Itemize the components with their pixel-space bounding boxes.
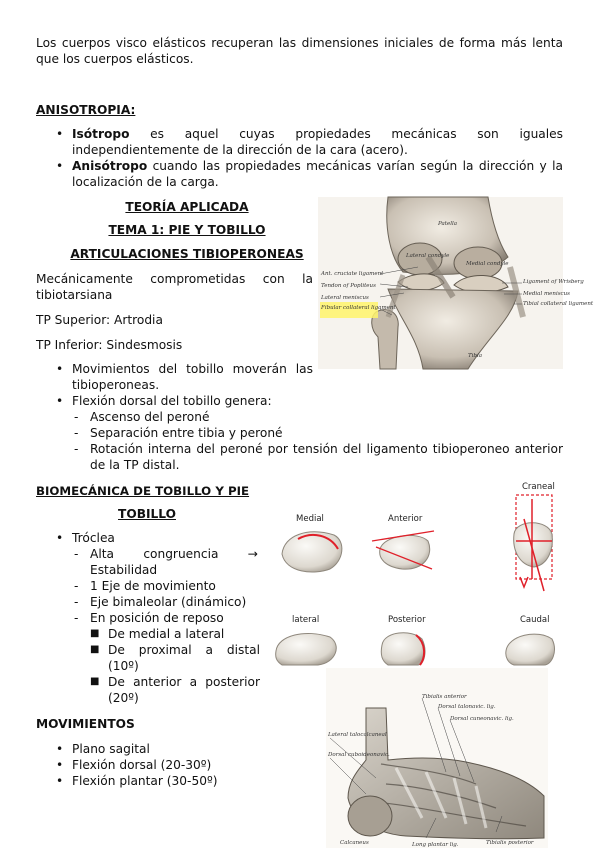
list-item: - Alta congruencia → Estabilidad xyxy=(90,546,258,578)
list-item: • Movimientos del tobillo moverán las tibioperoneas. xyxy=(72,361,313,393)
list-item: - En posición de reposo xyxy=(90,610,224,626)
definition-isotropo: es aquel cuyas propiedades mecánicas son iguales independientemente de la dirección de la cara (acero). xyxy=(72,127,563,157)
knee-label: Tibial collateral ligament xyxy=(523,301,594,307)
foot-label: Lateral talocalcaneal xyxy=(328,732,387,738)
list-item: - Eje bimaleolar (dinámico) xyxy=(90,594,246,610)
movimientos-heading: MOVIMIENTOS xyxy=(36,717,135,731)
term-anisotropo: Anisótropo xyxy=(72,159,148,173)
knee-label: Lateral condyle xyxy=(406,253,450,259)
list-item: - Rotación interna del peroné por tensión del ligamento tibioperoneo anterior de la TP distal. xyxy=(90,441,563,473)
foot-label: Dorsal cuboideonavic. xyxy=(328,752,390,758)
view-label-craneal: Craneal xyxy=(522,482,555,492)
knee-label: Patella xyxy=(438,221,457,227)
view-label-anterior: Anterior xyxy=(388,514,423,524)
knee-label: Tibia xyxy=(468,353,482,359)
list-item: - Separación entre tibia y peroné xyxy=(90,425,283,441)
knee-anatomy-figure xyxy=(318,197,594,369)
foot-label: Dorsal cuneonavic. lig. xyxy=(450,716,514,722)
list-item: ■ De medial a lateral xyxy=(108,626,224,642)
definition-anisotropo: cuando las propiedades mecánicas varían según la dirección y la localización de la carga. xyxy=(72,159,563,189)
list-item: • Flexión plantar (30-50º) xyxy=(72,773,217,789)
list-item-troclea: • Tróclea xyxy=(72,530,115,546)
intro-paragraph: Los cuerpos visco elásticos recuperan las dimensiones iniciales de forma más lenta que los cuerpos elásticos. xyxy=(36,36,563,66)
list-item: ■ De proximal a distal (10º) xyxy=(108,642,260,674)
knee-label: Medial condyle xyxy=(466,261,509,267)
list-item-isotropo xyxy=(72,126,563,158)
list-item: ■ De anterior a posterior (20º) xyxy=(108,674,260,706)
view-label-lateral: lateral xyxy=(292,615,320,625)
anisotropia-heading: ANISOTROPIA: xyxy=(36,103,136,117)
knee-label: Lateral meniscus xyxy=(321,295,369,301)
teoria-title: TEORÍA APLICADA xyxy=(125,200,249,214)
view-label-posterior: Posterior xyxy=(388,615,426,625)
foot-anatomy-figure xyxy=(326,668,548,848)
foot-label: Long plantar lig. xyxy=(412,842,459,848)
foot-label: Tibialis anterior xyxy=(422,694,467,700)
term-isotropo: Isótropo xyxy=(72,127,130,141)
list-item: • Flexión dorsal (20-30º) xyxy=(72,757,211,773)
knee-label: Medial meniscus xyxy=(523,291,570,297)
section-articulaciones: ARTICULACIONES TIBIOPERONEAS xyxy=(70,247,304,261)
knee-label: Tendon of Popliteus xyxy=(321,283,376,289)
list-item-anisotropo xyxy=(72,158,563,190)
knee-label: Fibular collateral ligament xyxy=(321,305,396,311)
talus-views-figure xyxy=(268,479,562,665)
tema-title: TEMA 1: PIE Y TOBILLO xyxy=(108,223,266,237)
list-item: - Ascenso del peroné xyxy=(90,409,209,425)
paragraph-tp-inferior: TP Inferior: Sindesmosis xyxy=(36,338,183,352)
knee-label: Ant. cruciate ligament xyxy=(321,271,384,277)
list-item: • Flexión dorsal del tobillo genera: xyxy=(72,393,372,409)
list-item: - 1 Eje de movimiento xyxy=(90,578,216,594)
paragraph-mecanicamente: Mecánicamente comprometidas con la tibiotarsiana xyxy=(36,272,313,302)
view-label-caudal: Caudal xyxy=(520,615,550,625)
foot-label: Dorsal talonavic. lig. xyxy=(438,704,496,710)
list-item: • Plano sagital xyxy=(72,741,150,757)
foot-label: Calcaneus xyxy=(340,840,369,846)
paragraph-tp-superior: TP Superior: Artrodia xyxy=(36,313,163,327)
biomecanica-heading: BIOMECÁNICA DE TOBILLO Y PIE xyxy=(36,484,250,498)
tobillo-subheading: TOBILLO xyxy=(118,507,176,521)
view-label-medial: Medial xyxy=(296,514,324,524)
foot-label: Tibialis posterior xyxy=(486,840,534,846)
knee-label: Ligament of Wrisberg xyxy=(523,279,584,285)
